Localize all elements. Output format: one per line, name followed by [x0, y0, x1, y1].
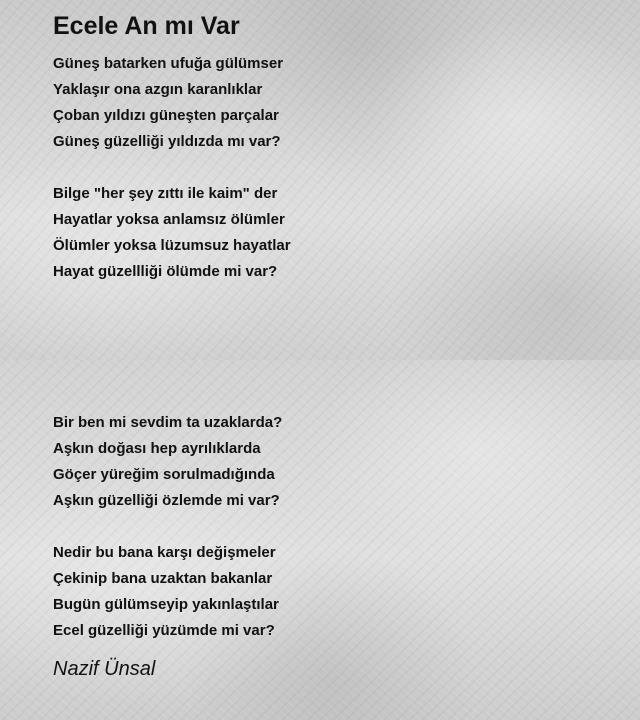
poem-title: Ecele An mı Var: [53, 12, 240, 40]
poem-line: Göçer yüreğim sorulmadığında: [53, 466, 275, 483]
poem-line: Ecel güzelliği yüzümde mi var?: [53, 622, 275, 639]
poem-line: Bilge "her şey zıttı ile kaim" der: [53, 185, 278, 202]
poem-line: Aşkın doğası hep ayrılıklarda: [53, 440, 261, 457]
poem-line: Yaklaşır ona azgın karanlıklar: [53, 81, 263, 98]
poem-line: Bir ben mi sevdim ta uzaklarda?: [53, 414, 283, 431]
poem-line: Güneş batarken ufuğa gülümser: [53, 55, 284, 72]
stanza: [53, 410, 282, 514]
poem-author: Nazif Ünsal: [53, 658, 156, 680]
poem-line: Hayatlar yoksa anlamsız ölümler: [53, 211, 285, 228]
poem-line: Ölümler yoksa lüzumsuz hayatlar: [53, 237, 291, 254]
poem-line: Nedir bu bana karşı değişmeler: [53, 544, 276, 561]
stanza: [53, 181, 291, 285]
poem-line: Güneş güzelliği yıldızda mı var?: [53, 133, 281, 150]
poem-line: Aşkın güzelliği özlemde mi var?: [53, 492, 280, 509]
stanza: [53, 51, 283, 155]
stanza: [53, 540, 279, 644]
poem-line: Çoban yıldızı güneşten parçalar: [53, 107, 279, 124]
poem-line: Hayat güzellliği ölümde mi var?: [53, 263, 278, 280]
poem-line: Bugün gülümseyip yakınlaştılar: [53, 596, 279, 613]
poem-line: Çekinip bana uzaktan bakanlar: [53, 570, 273, 587]
